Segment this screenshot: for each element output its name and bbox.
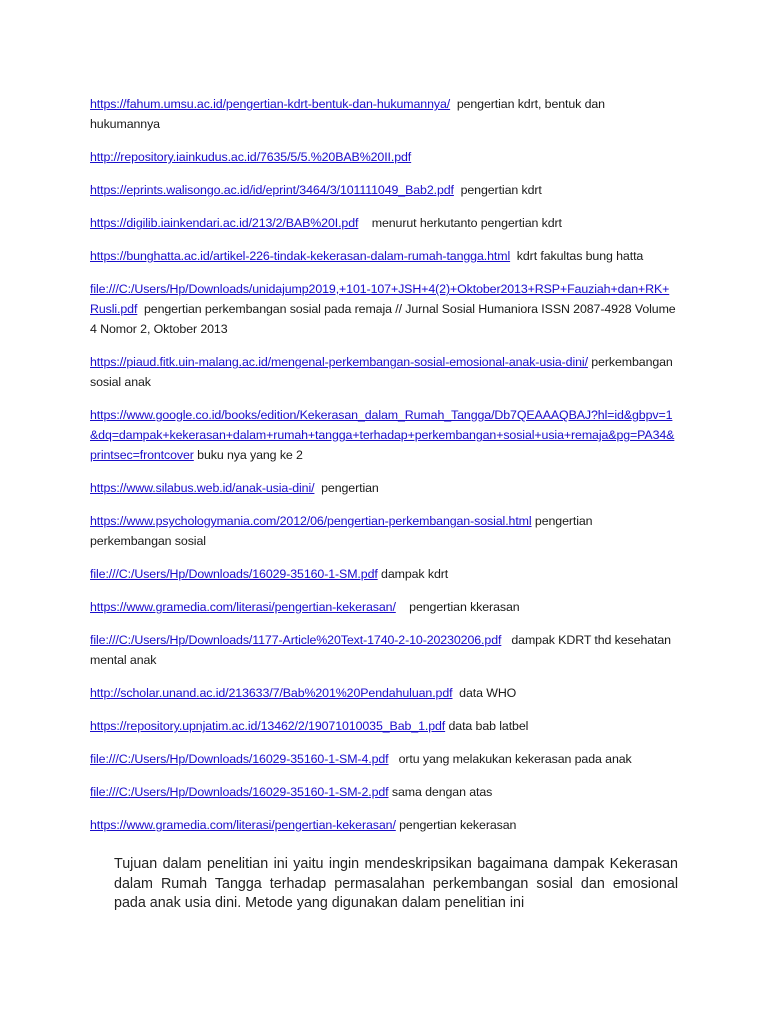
reference-entry — [90, 716, 676, 736]
reference-entry — [90, 511, 676, 551]
reference-entry — [90, 564, 676, 584]
body-paragraph: Tujuan dalam penelitian ini yaitu ingin mendeskripsikan bagaimana dampak Kekerasan dalam Rumah Tangga terhadap permasalahan perkembangan sosial dan emosional pada anak usia dini. Metode yang digunakan dalam penelitian ini — [114, 856, 678, 911]
reference-note: kdrt fakultas bung hatta — [516, 249, 644, 263]
reference-entry — [90, 630, 676, 670]
reference-note: menurut herkutanto pengertian kdrt — [371, 216, 562, 230]
reference-link[interactable]: https://www.google.co.id/books/edition/Kekerasan_dalam_Rumah_Tangga/Db7QEAAAQBAJ?hl=id&gbpv=1&dq=dampak+kekerasan+dalam+rumah+tangga+terhadap+perkembangan+sosial+usia+remaja&pg=PA34&printsec=frontcover — [90, 408, 675, 462]
reference-link[interactable]: https://bunghatta.ac.id/artikel-226-tindak-kekerasan-dalam-rumah-tangga.html — [90, 249, 511, 263]
reference-entry — [90, 597, 676, 617]
reference-note: pengertian kkerasan — [409, 600, 520, 614]
reference-list — [90, 94, 676, 835]
reference-entry — [90, 815, 676, 835]
reference-note: ortu yang melakukan kekerasan pada anak — [398, 752, 632, 766]
reference-link[interactable]: https://piaud.fitk.uin-malang.ac.id/mengenal-perkembangan-sosial-emosional-anak-usia-dini/ — [90, 355, 588, 369]
reference-link[interactable]: https://fahum.umsu.ac.id/pengertian-kdrt-bentuk-dan-hukumannya/ — [90, 97, 451, 111]
reference-entry — [90, 94, 676, 134]
reference-note: pengertian — [321, 481, 379, 495]
reference-note: pengertian perkembangan sosial pada remaja // Jurnal Sosial Humaniora ISSN 2087-4928 Volume 4 Nomor 2, Oktober 2013 — [90, 302, 676, 336]
reference-note: pengertian perkembangan sosial — [90, 514, 593, 548]
reference-note: dampak kdrt — [381, 567, 449, 581]
reference-entry — [90, 279, 676, 339]
reference-entry — [90, 478, 676, 498]
reference-link[interactable]: http://repository.iainkudus.ac.id/7635/5/5.%20BAB%20II.pdf — [90, 150, 412, 164]
reference-entry — [90, 782, 676, 802]
reference-entry — [90, 246, 676, 266]
reference-entry — [90, 405, 676, 465]
reference-link[interactable]: https://www.silabus.web.id/anak-usia-dini/ — [90, 481, 315, 495]
reference-entry — [90, 352, 676, 392]
reference-link[interactable]: https://www.gramedia.com/literasi/pengertian-kekerasan/ — [90, 600, 396, 614]
reference-link[interactable]: file:///C:/Users/Hp/Downloads/16029-35160-1-SM-4.pdf — [90, 752, 389, 766]
reference-entry — [90, 213, 676, 233]
reference-note: data WHO — [459, 686, 517, 700]
reference-link[interactable]: https://digilib.iainkendari.ac.id/213/2/BAB%20I.pdf — [90, 216, 359, 230]
reference-link[interactable]: https://repository.upnjatim.ac.id/13462/2/19071010035_Bab_1.pdf — [90, 719, 446, 733]
reference-note: dampak KDRT thd kesehatan mental anak — [90, 633, 671, 667]
reference-link[interactable]: https://www.gramedia.com/literasi/pengertian-kekerasan/ — [90, 818, 396, 832]
reference-note: pengertian kdrt, bentuk dan hukumannya — [90, 97, 605, 131]
reference-link[interactable]: http://scholar.unand.ac.id/213633/7/Bab%201%20Pendahuluan.pdf — [90, 686, 453, 700]
reference-entry — [90, 147, 676, 167]
reference-link[interactable]: https://eprints.walisongo.ac.id/id/eprint/3464/3/101111049_Bab2.pdf — [90, 183, 454, 197]
reference-link[interactable]: file:///C:/Users/Hp/Downloads/16029-35160-1-SM.pdf — [90, 567, 378, 581]
reference-link[interactable]: file:///C:/Users/Hp/Downloads/16029-35160-1-SM-2.pdf — [90, 785, 389, 799]
reference-entry — [90, 180, 676, 200]
reference-link[interactable]: file:///C:/Users/Hp/Downloads/unidajump2019,+101-107+JSH+4(2)+Oktober2013+RSP+Fauziah+dan+RK+Rusli.pdf — [90, 282, 670, 316]
reference-note: buku nya yang ke 2 — [197, 448, 303, 462]
reference-note: pengertian kdrt — [460, 183, 542, 197]
reference-note: pengertian kekerasan — [399, 818, 517, 832]
reference-entry — [90, 683, 676, 703]
reference-link[interactable]: https://www.psychologymania.com/2012/06/pengertian-perkembangan-sosial.html — [90, 514, 532, 528]
reference-note: perkembangan sosial anak — [90, 355, 673, 389]
reference-link[interactable]: file:///C:/Users/Hp/Downloads/1177-Article%20Text-1740-2-10-20230206.pdf — [90, 633, 502, 647]
reference-note: sama dengan atas — [391, 785, 493, 799]
reference-note: data bab latbel — [448, 719, 529, 733]
reference-entry — [90, 749, 676, 769]
